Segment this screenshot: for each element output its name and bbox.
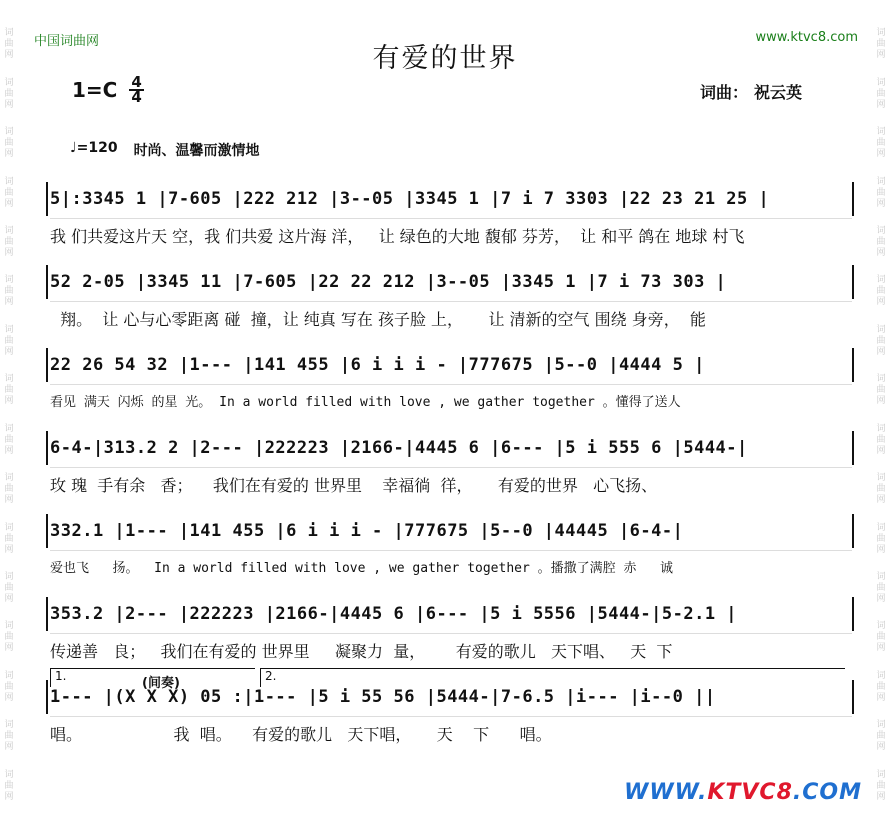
system-right-barline [852, 514, 854, 548]
time-signature [129, 73, 143, 106]
volta-1-label: 1. [55, 669, 67, 683]
watermark-mark: 词 曲 网 [4, 127, 14, 160]
score-system-1 [46, 170, 854, 253]
watermark-mark: 词 曲 网 [4, 324, 14, 357]
key-signature [72, 73, 144, 106]
watermark-mark: 词 曲 网 [876, 522, 886, 555]
score-system-6 [46, 585, 854, 668]
score-system-5 [46, 502, 854, 585]
watermark-mark: 词 曲 网 [4, 77, 14, 110]
notation-line: 6-4-|313.2 2 |2--- |222223 |2166-|4445 6 |6--- |5 i 555 6 |5444-| [50, 438, 748, 458]
meter-top: 4 [131, 73, 142, 91]
lyrics-line: 唱。 我 唱。 有爱的歌儿 天下唱， 天 下 唱。 [50, 725, 552, 744]
score [46, 170, 854, 751]
watermark-mark: 词 曲 网 [4, 621, 14, 654]
logo-tld: .COM [792, 780, 862, 805]
watermark-mark: 词 曲 网 [4, 769, 14, 802]
system-right-barline [852, 597, 854, 631]
notation-line: 353.2 |2--- |222223 |2166-|4445 6 |6--- |5 i 5556 |5444-|5-2.1 | [50, 604, 738, 624]
watermark-column-right [874, 20, 888, 811]
watermark-mark: 词 曲 网 [876, 374, 886, 407]
watermark-mark: 词 曲 网 [876, 324, 886, 357]
tempo-value: ♩=120 [70, 140, 118, 156]
logo-www: WWW. [624, 780, 708, 805]
site-url-right: www.ktvc8.com [755, 30, 858, 45]
notation-line: 52 2-05 |3345 11 |7-605 |22 22 212 |3--05 |3345 1 |7 i 73 303 | [50, 272, 727, 292]
lyrics-line: 爱也飞 扬。 In a world filled with love , we gather together 。播撒了满腔 赤 诚 [50, 561, 673, 576]
system-right-barline [852, 431, 854, 465]
system-left-barline [46, 514, 48, 548]
system-divider [50, 301, 852, 302]
watermark-mark: 词 曲 网 [4, 572, 14, 605]
credits [700, 80, 802, 103]
system-divider [50, 716, 852, 717]
watermark-mark: 词 曲 网 [876, 670, 886, 703]
site-logo [624, 780, 862, 805]
system-left-barline [46, 680, 48, 714]
watermark-mark: 词 曲 网 [876, 769, 886, 802]
credits-label: 词曲： [700, 83, 749, 102]
system-divider [50, 550, 852, 551]
logo-brand: KTVC8 [707, 780, 793, 805]
system-divider [50, 384, 852, 385]
watermark-mark: 词 曲 网 [4, 225, 14, 258]
system-divider [50, 633, 852, 634]
watermark-mark: 词 曲 网 [4, 275, 14, 308]
notation-line: 22 26 54 32 |1--- |141 455 |6 i i i - |777675 |5--0 |4444 5 | [50, 355, 705, 375]
watermark-mark: 词 曲 网 [4, 176, 14, 209]
key-label: 1=C [72, 78, 118, 102]
watermark-mark: 词 曲 网 [876, 176, 886, 209]
watermark-mark: 词 曲 网 [876, 720, 886, 753]
watermark-mark: 词 曲 网 [876, 77, 886, 110]
notation-line: 1--- |(X X X) 05 :|1--- |5 i 55 56 |5444-|7-6.5 |i--- |i--0 || [50, 687, 716, 707]
system-right-barline [852, 182, 854, 216]
watermark-mark: 词 曲 网 [876, 127, 886, 160]
watermark-column-left [2, 20, 16, 811]
watermark-mark: 词 曲 网 [876, 473, 886, 506]
system-left-barline [46, 265, 48, 299]
score-system-3 [46, 336, 854, 419]
lyrics-line: 看见 满天 闪烁 的星 光。 In a world filled with love , we gather together 。懂得了送人 [50, 395, 681, 410]
system-divider [50, 218, 852, 219]
score-system-7 [46, 668, 854, 751]
meter-bottom: 4 [131, 88, 142, 106]
system-right-barline [852, 265, 854, 299]
credits-name: 祝云英 [754, 83, 803, 102]
lyrics-line: 玫 瑰 手有余 香； 我们在有爱的 世界里 幸福徜 徉， 有爱的世界 心飞扬、 [50, 476, 658, 495]
watermark-mark: 词 曲 网 [4, 670, 14, 703]
notation-line: 332.1 |1--- |141 455 |6 i i i - |777675 |5--0 |44445 |6-4-| [50, 521, 684, 541]
tempo-marking [70, 140, 260, 160]
site-name-left: 中国词曲网 [34, 34, 100, 49]
system-right-barline [852, 680, 854, 714]
watermark-mark: 词 曲 网 [876, 28, 886, 61]
watermark-mark: 词 曲 网 [876, 275, 886, 308]
lyrics-line: 我 们共爱这片天 空，我 们共爱 这片海 洋， 让 绿色的大地 馥郁 芬芳， 让 和平 鸽在 地球 村飞 [50, 227, 745, 246]
watermark-mark: 词 曲 网 [876, 423, 886, 456]
watermark-mark: 词 曲 网 [4, 423, 14, 456]
system-left-barline [46, 431, 48, 465]
watermark-mark: 词 曲 网 [4, 473, 14, 506]
system-left-barline [46, 597, 48, 631]
watermark-mark: 词 曲 网 [876, 572, 886, 605]
score-system-2 [46, 253, 854, 336]
tempo-style: 时尚、温馨而激情地 [133, 143, 260, 159]
watermark-mark: 词 曲 网 [4, 522, 14, 555]
system-left-barline [46, 182, 48, 216]
notation-line: 5|:3345 1 |7-605 |222 212 |3--05 |3345 1 |7 i 7 3303 |22 23 21 25 | [50, 189, 770, 209]
watermark-mark: 词 曲 网 [4, 720, 14, 753]
interlude-label: (间奏) [142, 676, 180, 691]
system-divider [50, 467, 852, 468]
watermark-mark: 词 曲 网 [4, 28, 14, 61]
score-system-4 [46, 419, 854, 502]
watermark-mark: 词 曲 网 [4, 374, 14, 407]
watermark-mark: 词 曲 网 [876, 621, 886, 654]
watermark-mark: 词 曲 网 [876, 225, 886, 258]
lyrics-line: 传递善 良； 我们在有爱的 世界里 凝聚力 量， 有爱的歌儿 天下唱、 天 下 [50, 642, 673, 661]
song-title: 有爱的世界 [372, 43, 518, 74]
lyrics-line: 翔。 让 心与心零距离 碰 撞，让 纯真 写在 孩子脸 上， 让 清新的空气 围绕 身旁， 能 [50, 310, 706, 329]
volta-2-label: 2. [265, 669, 277, 683]
system-right-barline [852, 348, 854, 382]
system-left-barline [46, 348, 48, 382]
